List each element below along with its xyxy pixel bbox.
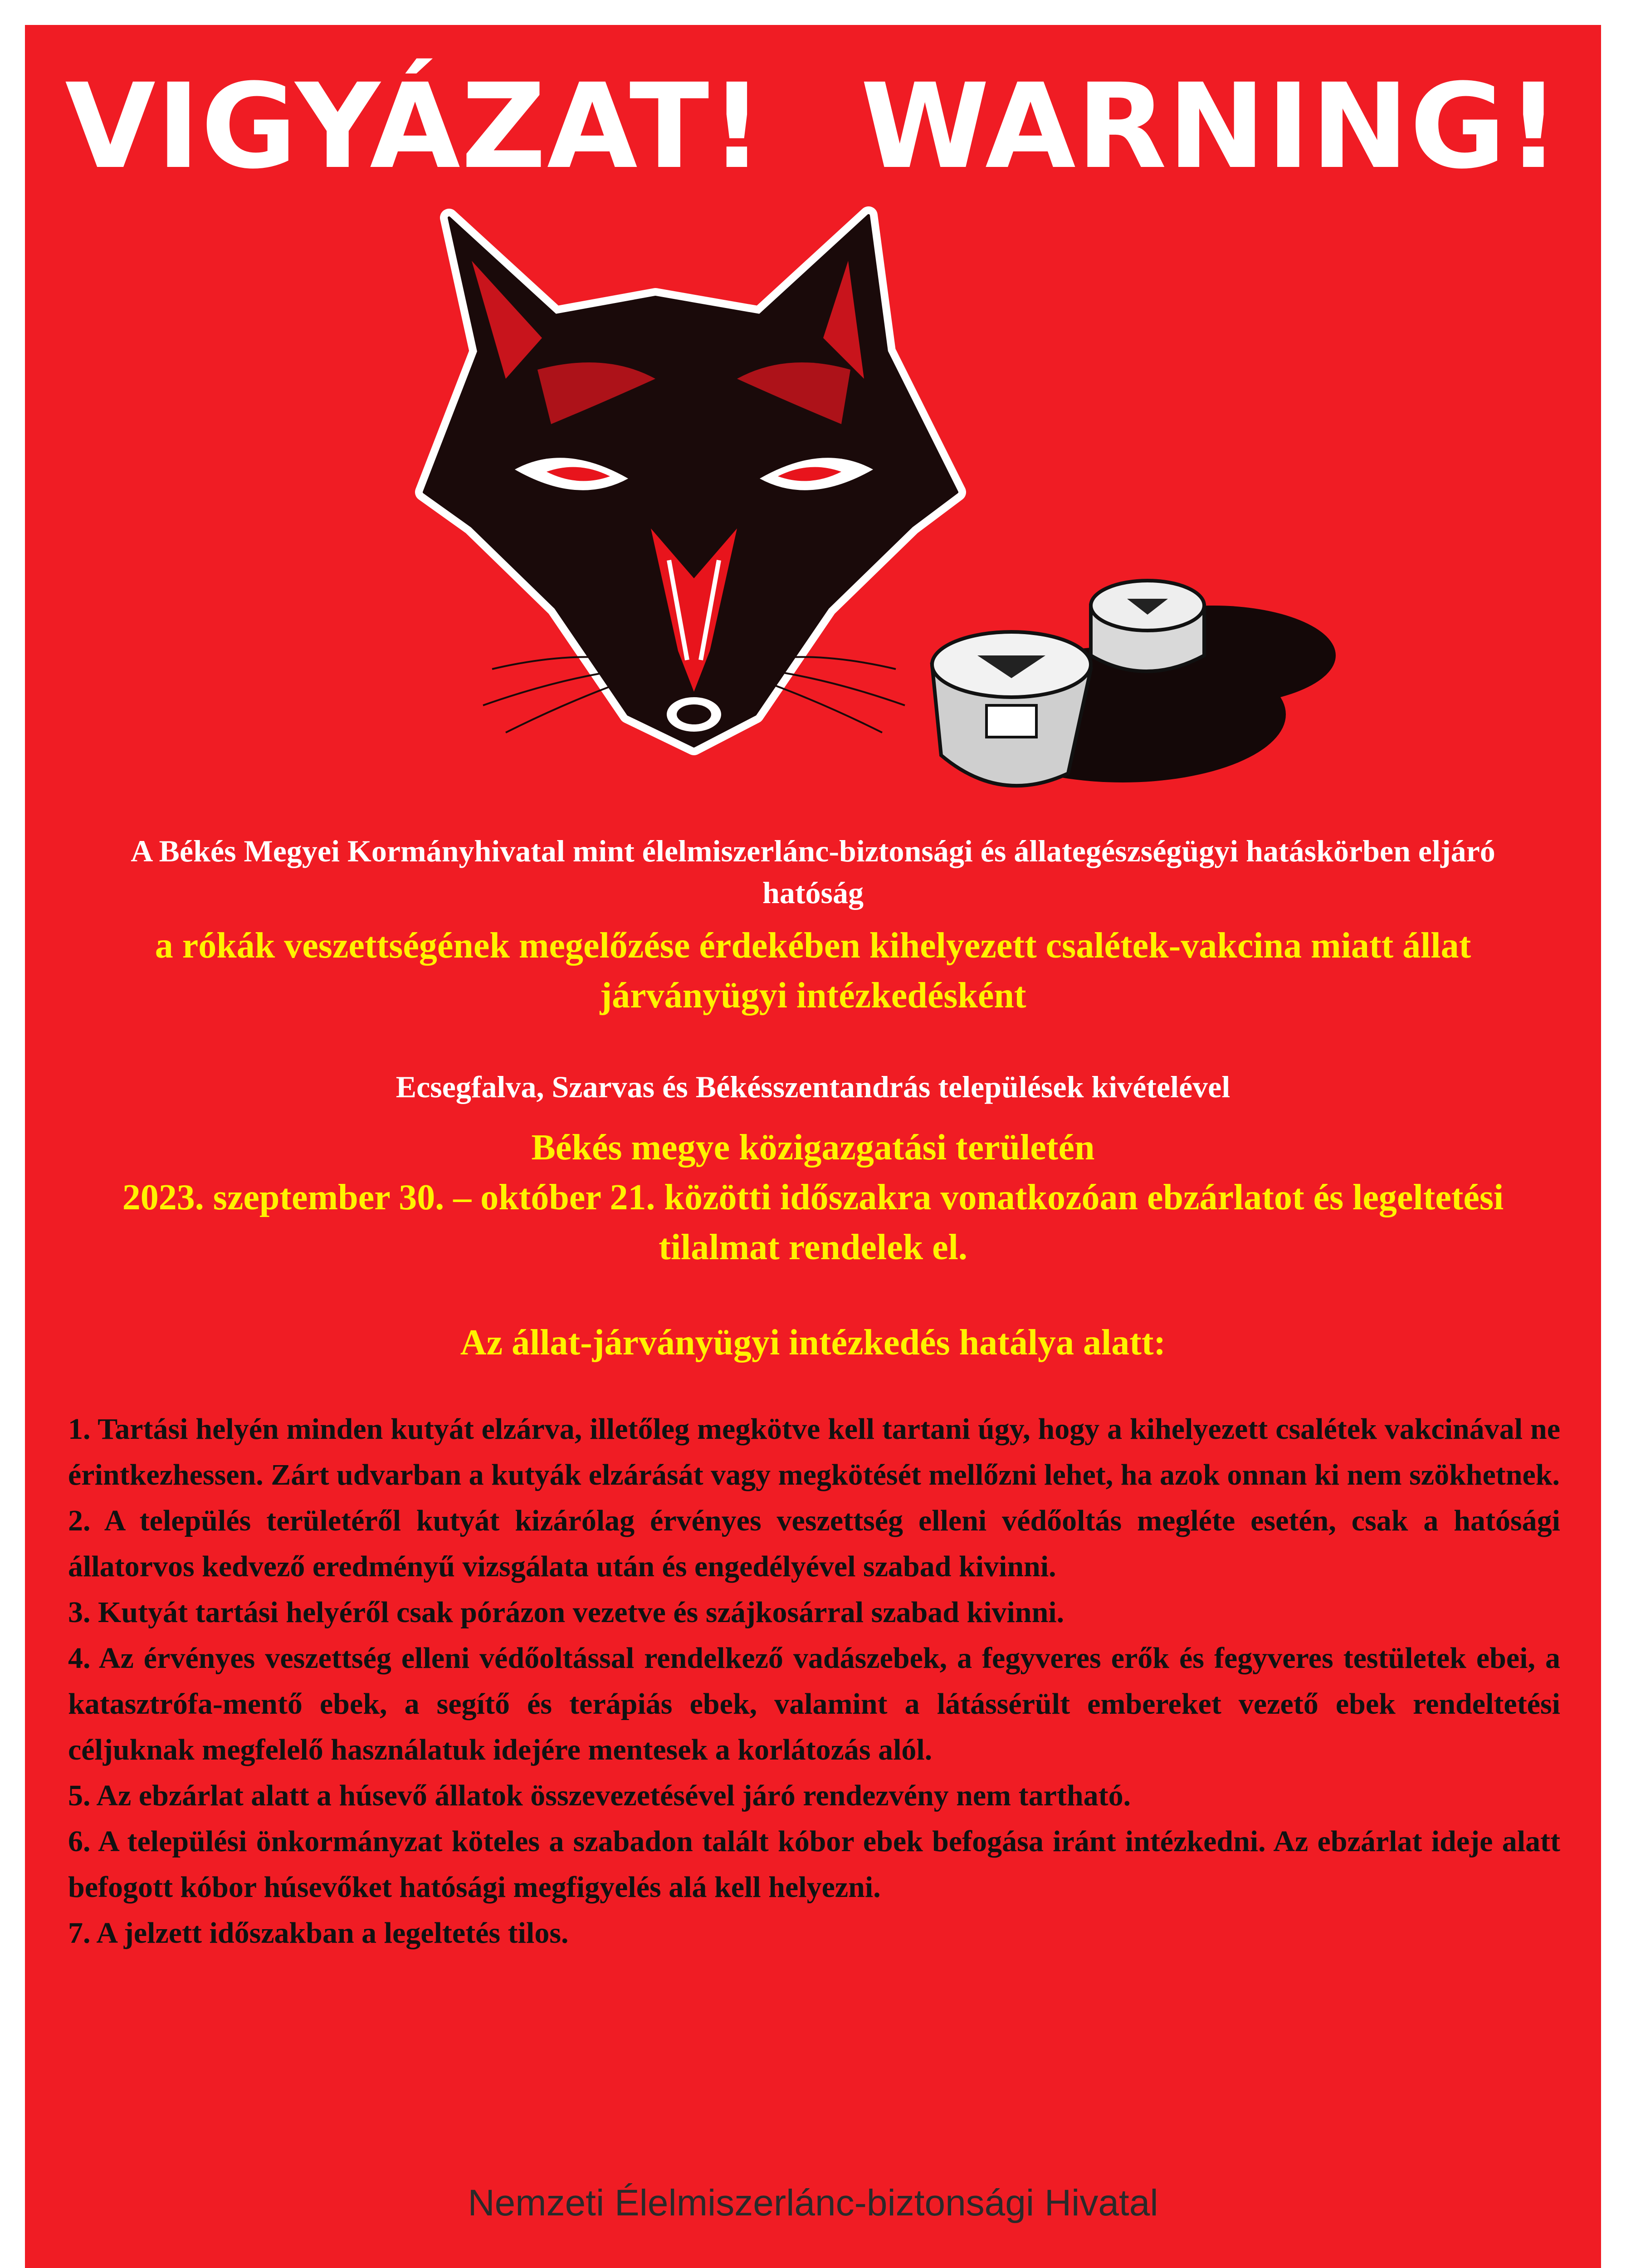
rule-item: 5. Az ebzárlat alatt a húsevő állatok összevezetésével járó rendezvény nem tartható.: [68, 1779, 1131, 1812]
rule-item: 4. Az érvényes veszettség elleni védőoltással rendelkező vadászebek, a fegyveres erők és fegyveres testületek ebei, a katasztrófa-mentő ebek, a segítő és terápiás ebek, valamint a látássérült embereket vezető ebek rendeltetési céljuknak megfelelő használatuk idejére mentesek a korlátozás alól.: [68, 1642, 1560, 1766]
measures-heading: Az állat-járványügyi intézkedés hatálya alatt:: [460, 1323, 1166, 1363]
order-area: Békés megye közigazgatási területén: [531, 1128, 1095, 1168]
title-hungarian: VIGYÁZAT!: [65, 59, 765, 195]
exceptions-statement: Ecsegfalva, Szarvas és Békésszentandrás települések kivételével: [396, 1070, 1230, 1104]
reason-statement: a rókák veszettségének megelőzése érdekében kihelyezett csalétek-vakcina miatt állat járványügyi intézkedésként: [155, 926, 1471, 1016]
title-english: WARNING!: [860, 59, 1561, 195]
agency-footer: Nemzeti Élelmiszerlánc-biztonsági Hivatal: [468, 2182, 1158, 2224]
rule-item: 6. A települési önkormányzat köteles a szabadon talált kóbor ebek befogása iránt intézkedni. Az ebzárlat ideje alatt befogott kóbor húsevőket hatósági megfigyelés alá kell helyezni.: [68, 1825, 1560, 1904]
warning-poster: [25, 25, 1601, 2268]
rule-item: 2. A település területéről kutyát kizárólag érvényes veszettség elleni védőoltás megléte esetén, csak a hatósági állatorvos kedvező eredményű vizsgálata után és engedélyével szabad kivinni.: [68, 1504, 1560, 1583]
poster-illustration: [25, 25, 1601, 841]
rule-item: 7. A jelzett időszakban a legeltetés tilos.: [68, 1916, 569, 1950]
vaccine-bait-icon: [932, 581, 1336, 786]
rule-item: 3. Kutyát tartási helyéről csak pórázon vezetve és szájkosárral szabad kivinni.: [68, 1596, 1064, 1629]
rule-item: 1. Tartási helyén minden kutyát elzárva, illetőleg megkötve kell tartani úgy, hogy a kihelyezett csalétek vakcinával ne érintkezhessen. Zárt udvarban a kutyák elzárását vagy megkötését mellőzni lehet, ha azok onnan ki nem szökhetnek.: [68, 1413, 1560, 1491]
order-period: 2023. szeptember 30. – október 21. közötti időszakra vonatkozóan ebzárlatot és legeltetési tilalmat rendelek el.: [122, 1178, 1504, 1267]
order-statement: [79, 1123, 1547, 1272]
fox-head-icon: [424, 215, 957, 746]
rules-list: [68, 1406, 1560, 1956]
authority-statement: A Békés Megyei Kormányhivatal mint élelmiszerlánc-biztonsági és állategészségügyi hatáskörben eljáró hatóság: [131, 834, 1495, 910]
